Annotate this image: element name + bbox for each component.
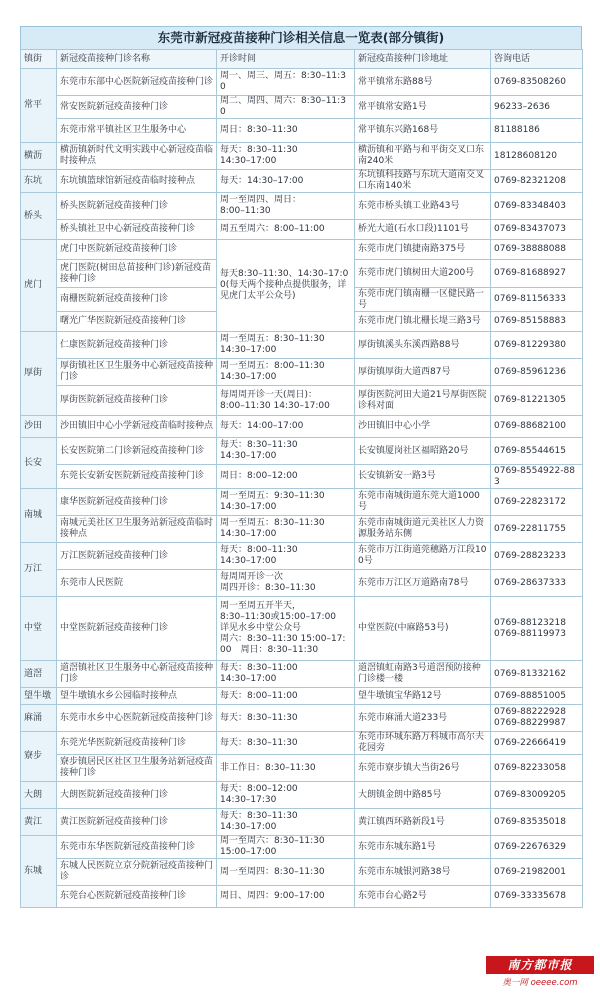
phone-cell: 0769-22666419 [491, 732, 583, 755]
table-title: 东莞市新冠疫苗接种门诊相关信息一览表(部分镇街) [20, 26, 582, 49]
table-row [21, 516, 583, 543]
newspaper-logo [486, 956, 594, 988]
table-row [21, 416, 583, 438]
address-cell: 东莞市东城东路1号 [355, 836, 491, 859]
table-body [21, 69, 583, 908]
town-cell: 万江 [21, 543, 57, 597]
address-cell: 沙田镇旧中心小学 [355, 416, 491, 438]
opening-hours-cell: 周一至周六：8:30–11:30 15:00–17:00 [217, 836, 355, 859]
logo-sub: 奥一网 oeeee.com [502, 978, 578, 988]
phone-cell: 0769-81156333 [491, 288, 583, 312]
address-cell: 东莞市麻涌大道233号 [355, 705, 491, 732]
clinic-name-cell: 康华医院新冠疫苗接种门诊 [57, 489, 217, 516]
table-row [21, 359, 583, 386]
address-cell: 横沥镇和平路与和平街交叉口东南240米 [355, 143, 491, 170]
opening-hours-cell: 周一至周五：8:30–11:30 14:30–17:00 [217, 332, 355, 359]
address-cell: 中堂医院(中麻路53号) [355, 597, 491, 661]
opening-hours-cell: 每天：8:00–11:00 [217, 688, 355, 705]
phone-cell: 0769-21982001 [491, 859, 583, 886]
table-row [21, 438, 583, 465]
address-cell: 厚街医院河田大道21号厚街医院诊科对面 [355, 386, 491, 416]
table-row [21, 69, 583, 96]
address-cell: 东坑镇科技路与东坑大道南交叉口东南140米 [355, 170, 491, 193]
town-cell: 大朗 [21, 782, 57, 809]
table-row [21, 193, 583, 220]
table-row [21, 661, 583, 688]
clinic-name-cell: 东城人民医院立京分院新冠疫苗接种门诊 [57, 859, 217, 886]
address-cell: 东莞市东城银河路38号 [355, 859, 491, 886]
phone-cell: 0769-28823233 [491, 543, 583, 570]
address-cell: 常平镇常安路1号 [355, 96, 491, 119]
opening-hours-cell: 周日：8:30–11:30 [217, 119, 355, 143]
phone-cell: 0769-85544615 [491, 438, 583, 465]
clinic-name-cell: 长安医院第二门诊新冠疫苗接种门诊 [57, 438, 217, 465]
clinic-name-cell: 东莞市人民医院 [57, 570, 217, 597]
address-cell: 道滘镇虹南路3号道滘预防接种门诊楼一楼 [355, 661, 491, 688]
address-cell: 黄江镇西环路新段1号 [355, 809, 491, 836]
clinic-name-cell: 东莞光华医院新冠疫苗接种门诊 [57, 732, 217, 755]
address-cell: 东莞市南城街道东莞大道1000号 [355, 489, 491, 516]
table-row [21, 465, 583, 489]
opening-hours-cell: 周日、周四：9:00–17:00 [217, 886, 355, 908]
table-row [21, 332, 583, 359]
phone-cell: 0769-81229380 [491, 332, 583, 359]
header-town: 镇街 [21, 50, 57, 69]
town-cell: 桥头 [21, 193, 57, 240]
clinic-name-cell: 横沥镇新时代文明实践中心新冠疫苗临时接种点 [57, 143, 217, 170]
opening-hours-cell: 周一至周四：8:30–11:30 [217, 859, 355, 886]
address-cell: 东莞市虎门镇树田大道200号 [355, 260, 491, 288]
table-row [21, 782, 583, 809]
table-row [21, 240, 583, 260]
table-row [21, 489, 583, 516]
table-row [21, 705, 583, 732]
clinic-name-cell: 南栅医院新冠疫苗接种门诊 [57, 288, 217, 312]
clinic-name-cell: 万江医院新冠疫苗接种门诊 [57, 543, 217, 570]
address-cell: 长安镇厦岗社区福昭路20号 [355, 438, 491, 465]
opening-hours-cell: 每周周开诊一次 周四开诊：8:30–11:30 [217, 570, 355, 597]
town-cell: 黄江 [21, 809, 57, 836]
phone-cell: 96233–2636 [491, 96, 583, 119]
opening-hours-cell: 每天：14:00–17:00 [217, 416, 355, 438]
opening-hours-cell: 周一至周五：9:30–11:30 14:30–17:00 [217, 489, 355, 516]
phone-cell: 0769-83348403 [491, 193, 583, 220]
address-cell: 厚街镇厚街大道西87号 [355, 359, 491, 386]
phone-cell: 0769-8554922-883 [491, 465, 583, 489]
opening-hours-cell: 每天：8:30–11:30 [217, 732, 355, 755]
table-row [21, 688, 583, 705]
table-row [21, 570, 583, 597]
opening-hours-cell: 每天：8:30–11:30 14:30–17:00 [217, 809, 355, 836]
opening-hours-cell: 每天：8:30–11:30 14:30–17:00 [217, 143, 355, 170]
table-row [21, 220, 583, 240]
opening-hours-cell: 每天：8:30–11:30 14:30–17:00 [217, 438, 355, 465]
phone-cell: 0769-83508260 [491, 69, 583, 96]
clinic-name-cell: 仁康医院新冠疫苗接种门诊 [57, 332, 217, 359]
phone-cell: 0769-81221305 [491, 386, 583, 416]
table-row [21, 143, 583, 170]
address-cell: 东莞市万江区万道路南78号 [355, 570, 491, 597]
address-cell: 桥光大道(石水口段)1101号 [355, 220, 491, 240]
table-row [21, 809, 583, 836]
header-clinic-name: 新冠疫苗接种门诊名称 [57, 50, 217, 69]
opening-hours-cell: 每天：8:00–11:30 14:30–17:00 [217, 543, 355, 570]
table-row [21, 386, 583, 416]
address-cell: 东莞市虎门镇南栅一区健民路一号 [355, 288, 491, 312]
table-row [21, 886, 583, 908]
table-row [21, 119, 583, 143]
header-row [21, 50, 583, 69]
town-cell: 横沥 [21, 143, 57, 170]
table-row [21, 732, 583, 755]
phone-cell: 0769-85158883 [491, 312, 583, 332]
town-cell: 厚街 [21, 332, 57, 416]
opening-hours-cell: 每天：8:30–11:30 [217, 705, 355, 732]
clinic-name-cell: 东莞台心医院新冠疫苗接种门诊 [57, 886, 217, 908]
opening-hours-cell: 非工作日：8:30–11:30 [217, 755, 355, 782]
opening-hours-cell: 每天：8:00–12:00 14:30–17:30 [217, 782, 355, 809]
clinic-name-cell: 曙光广华医院新冠疫苗接种门诊 [57, 312, 217, 332]
clinic-name-cell: 东莞长安新安医院新冠疫苗接种门诊 [57, 465, 217, 489]
town-cell: 南城 [21, 489, 57, 543]
phone-cell: 81188186 [491, 119, 583, 143]
opening-hours-cell: 周一至周五：8:00–11:30 14:30–17:00 [217, 359, 355, 386]
clinic-name-cell: 望牛墩镇水乡公园临时接种点 [57, 688, 217, 705]
town-cell: 望牛墩 [21, 688, 57, 705]
address-cell: 东莞市寮步镇大当街26号 [355, 755, 491, 782]
address-cell: 东莞市虎门镇北栅长堤三路3号 [355, 312, 491, 332]
clinic-name-cell: 东莞市水乡中心医院新冠疫苗接种门诊 [57, 705, 217, 732]
town-cell: 常平 [21, 69, 57, 143]
clinic-name-cell: 厚街镇社区卫生服务中心新冠疫苗接种门诊 [57, 359, 217, 386]
table-row [21, 170, 583, 193]
town-cell: 东坑 [21, 170, 57, 193]
phone-cell: 0769-38888088 [491, 240, 583, 260]
header-address: 新冠疫苗接种门诊地址 [355, 50, 491, 69]
address-cell: 东莞市虎门镇捷南路375号 [355, 240, 491, 260]
phone-cell: 0769-83009205 [491, 782, 583, 809]
opening-hours-cell: 周一至周五开半天， 8:30–11:30或15:00–17:00 详见水乡中堂公众号 周六：8:30–11:30 15:00–17:00 周日：8:30–11:30 [217, 597, 355, 661]
address-cell: 望牛墩镇宝华路12号 [355, 688, 491, 705]
clinic-name-cell: 虎门中医院新冠疫苗接种门诊 [57, 240, 217, 260]
clinic-name-cell: 中堂医院新冠疫苗接种门诊 [57, 597, 217, 661]
opening-hours-cell: 每天：14:30–17:00 [217, 170, 355, 193]
clinic-name-cell: 南城元美社区卫生服务站新冠疫苗临时接种点 [57, 516, 217, 543]
address-cell: 长安镇新安一路3号 [355, 465, 491, 489]
phone-cell: 0769-88123218 0769-88119973 [491, 597, 583, 661]
address-cell: 常平镇东兴路168号 [355, 119, 491, 143]
town-cell: 长安 [21, 438, 57, 489]
phone-cell: 0769-82321208 [491, 170, 583, 193]
clinic-name-cell: 东莞市常平镇社区卫生服务中心 [57, 119, 217, 143]
opening-hours-cell: 周五至周六：8:00–11:00 [217, 220, 355, 240]
clinic-name-cell: 道滘镇社区卫生服务中心新冠疫苗接种门诊 [57, 661, 217, 688]
clinic-name-cell: 桥头镇社卫中心新冠疫苗接种门诊 [57, 220, 217, 240]
table-row [21, 597, 583, 661]
address-cell: 大朗镇金朗中路85号 [355, 782, 491, 809]
phone-cell: 0769-28637333 [491, 570, 583, 597]
table-row [21, 836, 583, 859]
address-cell: 东莞市万江街道莞穗路万江段100号 [355, 543, 491, 570]
phone-cell: 0769-88682100 [491, 416, 583, 438]
phone-cell: 0769-22676329 [491, 836, 583, 859]
town-cell: 中堂 [21, 597, 57, 661]
schedule-sheet [20, 26, 582, 908]
clinic-name-cell: 沙田镇旧中心小学新冠疫苗临时接种点 [57, 416, 217, 438]
phone-cell: 0769-85961236 [491, 359, 583, 386]
clinic-name-cell: 厚街医院新冠疫苗接种门诊 [57, 386, 217, 416]
clinic-name-cell: 东莞市东部中心医院新冠疫苗接种门诊 [57, 69, 217, 96]
phone-cell: 0769-22823172 [491, 489, 583, 516]
phone-cell: 0769-22811755 [491, 516, 583, 543]
town-cell: 寮步 [21, 732, 57, 782]
header-opening-hours: 开诊时间 [217, 50, 355, 69]
address-cell: 东莞市桥头镇工业路43号 [355, 193, 491, 220]
address-cell: 东莞市台心路2号 [355, 886, 491, 908]
phone-cell: 0769-82233058 [491, 755, 583, 782]
opening-hours-cell: 周一至周五：8:30–11:30 14:30–17:00 [217, 516, 355, 543]
header-phone: 咨询电话 [491, 50, 583, 69]
clinic-name-cell: 大朗医院新冠疫苗接种门诊 [57, 782, 217, 809]
town-cell: 沙田 [21, 416, 57, 438]
town-cell: 虎门 [21, 240, 57, 332]
phone-cell: 0769-88222928 0769-88229987 [491, 705, 583, 732]
clinic-name-cell: 桥头医院新冠疫苗接种门诊 [57, 193, 217, 220]
clinic-name-cell: 寮步镇居民区社区卫生服务站新冠疫苗接种门诊 [57, 755, 217, 782]
address-cell: 东莞市南城街道元美社区人力资源服务站东侧 [355, 516, 491, 543]
phone-cell: 0769-83535018 [491, 809, 583, 836]
opening-hours-cell: 每天8:30–11:30、14:30–17:00(每天两个接种点提供服务，详见虎门太平公众号) [217, 240, 355, 332]
address-cell: 东莞市环城东路万科城市高尔夫花园旁 [355, 732, 491, 755]
logo-main: 南方都市报 [486, 956, 594, 974]
clinic-name-cell: 虎门医院(树田总苗接种门诊)新冠疫苗接种门诊 [57, 260, 217, 288]
phone-cell: 0769-81332162 [491, 661, 583, 688]
phone-cell: 0769-33335678 [491, 886, 583, 908]
town-cell: 东城 [21, 836, 57, 908]
town-cell: 麻涌 [21, 705, 57, 732]
clinic-name-cell: 常安医院新冠疫苗接种门诊 [57, 96, 217, 119]
phone-cell: 0769-81688927 [491, 260, 583, 288]
phone-cell: 0769-83437073 [491, 220, 583, 240]
opening-hours-cell: 周二、周四、周六：8:30–11:30 [217, 96, 355, 119]
table-row [21, 543, 583, 570]
phone-cell: 0769-88851005 [491, 688, 583, 705]
clinic-name-cell: 东坑镇篮球馆新冠疫苗临时接种点 [57, 170, 217, 193]
opening-hours-cell: 周日：8:00–12:00 [217, 465, 355, 489]
table-row [21, 859, 583, 886]
opening-hours-cell: 每天：8:30–11:00 14:30–17:00 [217, 661, 355, 688]
clinic-name-cell: 黄江医院新冠疫苗接种门诊 [57, 809, 217, 836]
clinic-table [20, 49, 583, 908]
address-cell: 常平镇常东路88号 [355, 69, 491, 96]
clinic-name-cell: 东莞市东华医院新冠疫苗接种门诊 [57, 836, 217, 859]
opening-hours-cell: 周一至周四、周日： 8:00–11:30 [217, 193, 355, 220]
phone-cell: 18128608120 [491, 143, 583, 170]
town-cell: 道滘 [21, 661, 57, 688]
opening-hours-cell: 每周周开诊一天(周日)： 8:00–11:30 14:30–17:00 [217, 386, 355, 416]
table-row [21, 755, 583, 782]
address-cell: 厚街镇溪头东溪西路88号 [355, 332, 491, 359]
opening-hours-cell: 周一、周三、周五：8:30–11:30 [217, 69, 355, 96]
table-row [21, 96, 583, 119]
